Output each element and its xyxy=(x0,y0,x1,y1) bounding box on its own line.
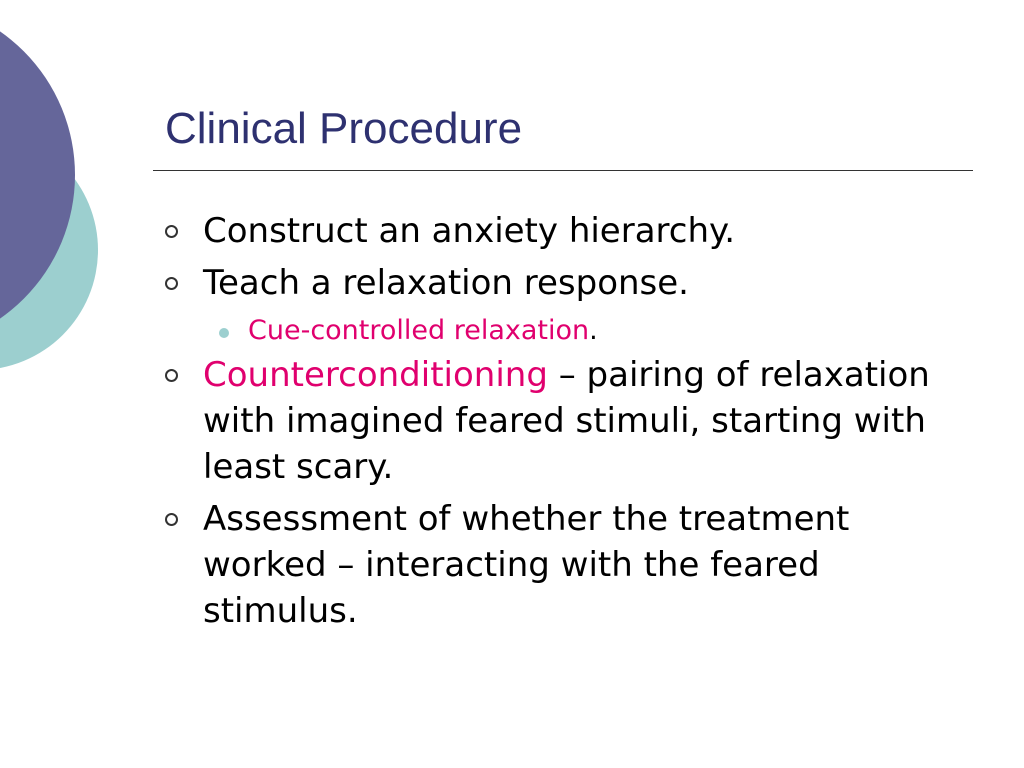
sub-bullet-text: . xyxy=(589,315,598,346)
sub-bullet-highlight: Cue-controlled relaxation xyxy=(248,315,590,346)
hollow-circle-bullet-icon xyxy=(165,513,178,526)
bullet-text: – pairing of relaxation with imagined feared stimuli, starting with least scary. xyxy=(203,355,930,487)
sub-bullet-item xyxy=(203,312,980,350)
bullet-item xyxy=(165,496,980,634)
bullet-list xyxy=(165,208,980,640)
hollow-circle-bullet-icon xyxy=(165,369,178,382)
hollow-circle-bullet-icon xyxy=(165,277,178,290)
bullet-item xyxy=(165,208,980,254)
bullet-item xyxy=(165,260,980,306)
bullet-text: Assessment of whether the treatment worked – interacting with the feared stimulus. xyxy=(203,499,850,631)
bullet-text: Teach a relaxation response. xyxy=(203,263,689,303)
filled-dot-bullet-icon xyxy=(219,328,229,338)
title-divider xyxy=(153,170,973,171)
slide-title: Clinical Procedure xyxy=(165,104,523,153)
bullet-highlight: Counterconditioning xyxy=(203,355,548,395)
hollow-circle-bullet-icon xyxy=(165,225,178,238)
decorative-circles xyxy=(0,0,140,420)
bullet-item xyxy=(165,352,980,490)
bullet-text: Construct an anxiety hierarchy. xyxy=(203,211,736,251)
